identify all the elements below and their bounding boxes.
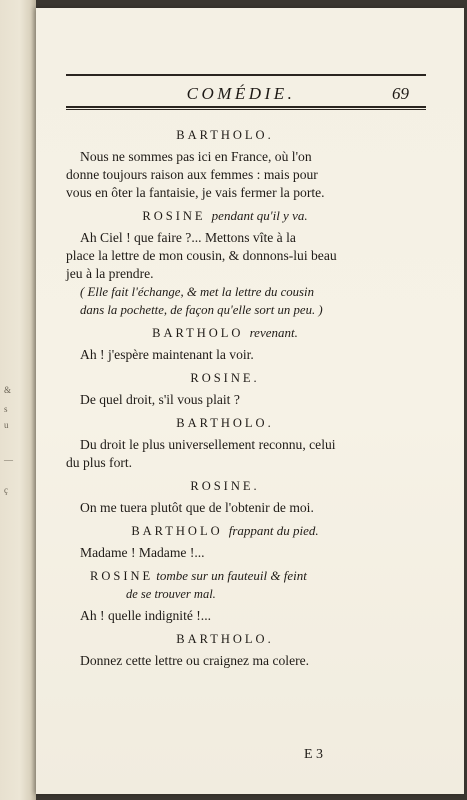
stage-direction: de se trouver mal.	[126, 587, 216, 601]
speaker-name: ROSINE.	[190, 371, 260, 385]
facing-page-edge	[0, 0, 36, 800]
speaker-heading	[66, 414, 384, 432]
dialogue-line: du plus fort.	[66, 455, 133, 470]
stage-direction-line: ( Elle fait l'échange, & met la lettre du cousin	[80, 285, 314, 299]
dialogue-line: Nous ne sommes pas ici en France, où l'on	[80, 149, 312, 164]
stage-direction-line: dans la pochette, de façon qu'elle sort un peu. )	[80, 303, 323, 317]
speaker-name: ROSINE.	[190, 479, 260, 493]
dialogue-line: donne toujours raison aux femmes : mais pour	[66, 167, 318, 182]
dialogue-line: Ah Ciel ! que faire ?... Mettons vîte à la	[80, 230, 296, 245]
dialogue-line: jeu à la prendre.	[66, 266, 154, 281]
margin-mark: —	[4, 455, 13, 465]
speaker-heading	[66, 630, 384, 648]
stage-direction: frappant du pied.	[228, 523, 319, 538]
dialogue-line: Du droit le plus universellement reconnu, celui	[80, 437, 336, 452]
dialogue-line: Ah ! quelle indignité !...	[80, 608, 211, 623]
speaker-heading	[66, 126, 384, 144]
dialogue-line: vous en ôter la fantaisie, je vais fermer la porte.	[66, 185, 325, 200]
stage-direction: tombe sur un fauteuil & feint	[156, 568, 307, 583]
speaker-heading	[66, 207, 384, 225]
top-rule	[66, 74, 426, 76]
stage-direction: revenant.	[249, 325, 298, 340]
page-number: 69	[392, 84, 409, 103]
dialogue-line: Madame ! Madame !...	[80, 545, 205, 560]
speaker-heading	[66, 324, 384, 342]
margin-mark: &	[4, 385, 12, 395]
stage-direction: pendant qu'il y va.	[211, 208, 308, 223]
speaker-heading	[66, 567, 384, 603]
speaker-name: BARTHOLO	[131, 524, 223, 538]
margin-mark: u	[4, 420, 9, 430]
dialogue-line: Ah ! j'espère maintenant la voir.	[80, 347, 254, 362]
speaker-name: BARTHOLO	[152, 326, 244, 340]
dialogue-line: De quel droit, s'il vous plait ?	[80, 392, 240, 407]
running-head: COMÉDIE.	[186, 84, 296, 103]
speaker-heading	[66, 522, 384, 540]
margin-mark: ç	[4, 485, 8, 495]
speaker-name: BARTHOLO.	[176, 632, 274, 646]
dialogue-line: Donnez cette lettre ou craignez ma colere.	[80, 653, 310, 668]
bottom-rule-thin	[66, 109, 426, 110]
dialogue-line: On me tuera plutôt que de l'obtenir de moi.	[80, 500, 314, 515]
page-text	[66, 121, 384, 670]
speaker-name: ROSINE	[142, 209, 206, 223]
speaker-heading	[66, 477, 384, 495]
dialogue-line: place la lettre de mon cousin, & donnons-lui beau	[66, 248, 337, 263]
speaker-name: ROSINE	[90, 569, 154, 583]
speaker-name: BARTHOLO.	[176, 416, 274, 430]
speaker-name: BARTHOLO.	[176, 128, 274, 142]
margin-mark: s	[4, 404, 8, 414]
signature-mark: E 3	[304, 747, 324, 762]
speaker-heading	[66, 369, 384, 387]
bottom-rule-thick	[66, 106, 426, 108]
